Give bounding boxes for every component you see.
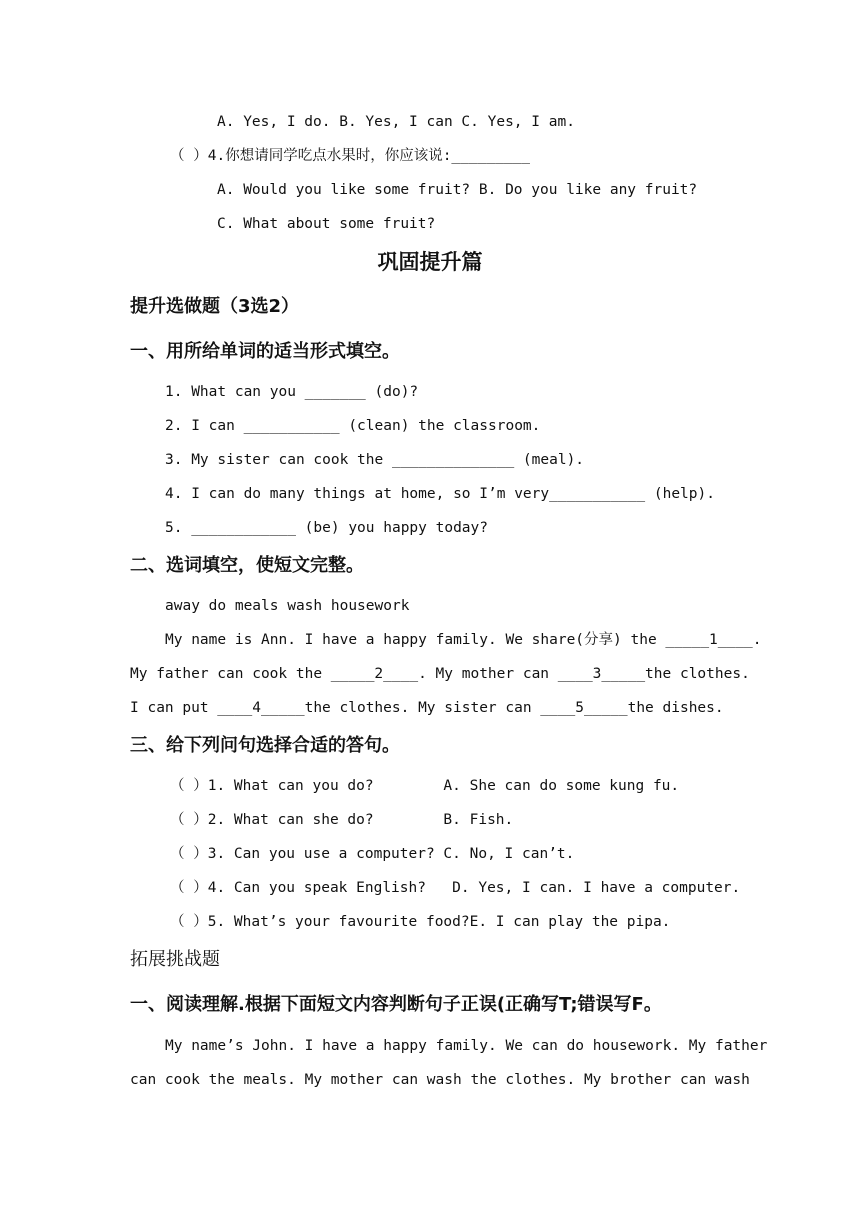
reading-heading: 一、阅读理解.根据下面短文内容判断句子正误(正确写T;错误写F。 [130, 994, 662, 1015]
word-bank: away do meals wash housework [165, 598, 410, 614]
match-item: （ ）2. What can she do? B. Fish. [170, 812, 514, 828]
q4-option-c: C. What about some fruit? [217, 216, 436, 232]
challenge-label: 拓展挑战题 [130, 949, 220, 970]
match-item: （ ）4. Can you speak English? D. Yes, I can. I have a computer. [170, 880, 741, 896]
part3-heading: 三、给下列问句选择合适的答句。 [130, 735, 400, 756]
part1-item: 2. I can ___________ (clean) the classroom. [165, 418, 541, 434]
part2-heading: 二、选词填空，使短文完整。 [130, 555, 364, 576]
passage-line: My name is Ann. I have a happy family. We share(分享) the _____1____. [165, 632, 762, 648]
q4-options-ab: A. Would you like some fruit? B. Do you like any fruit? [217, 182, 698, 198]
part1-item: 3. My sister can cook the ______________ (meal). [165, 452, 585, 468]
part1-heading: 一、用所给单词的适当形式填空。 [130, 341, 400, 362]
choose-label: 提升选做题（3选2） [130, 296, 300, 317]
passage-line: My father can cook the _____2____. My mother can ____3_____the clothes. [130, 666, 750, 682]
q4-stem: （ ）4.你想请同学吃点水果时，你应该说:_________ [170, 148, 530, 164]
part1-item: 4. I can do many things at home, so I’m very___________ (help). [165, 486, 715, 502]
match-item: （ ）3. Can you use a computer? C. No, I can’t. [170, 846, 575, 862]
match-item: （ ）1. What can you do? A. She can do some kung fu. [170, 778, 680, 794]
part1-item: 1. What can you _______ (do)? [165, 384, 419, 400]
passage-line: I can put ____4_____the clothes. My sister can ____5_____the dishes. [130, 700, 724, 716]
reading-passage-line: My name’s John. I have a happy family. We can do housework. My father [165, 1038, 768, 1054]
reading-passage-line: can cook the meals. My mother can wash the clothes. My brother can wash [130, 1072, 750, 1088]
part1-item: 5. ____________ (be) you happy today? [165, 520, 489, 536]
match-item: （ ）5. What’s your favourite food?E. I can play the pipa. [170, 914, 671, 930]
section-title: 巩固提升篇 [377, 250, 483, 274]
q3-options: A. Yes, I do. B. Yes, I can C. Yes, I am. [217, 114, 575, 130]
